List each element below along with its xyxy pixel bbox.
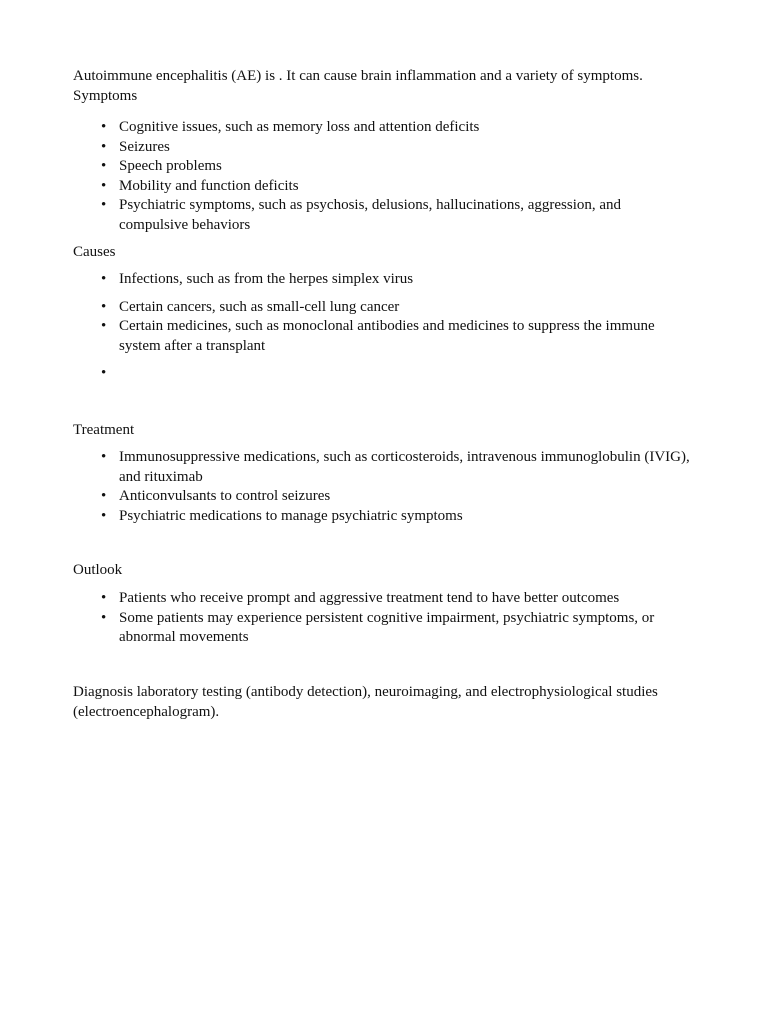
list-item-text: Mobility and function deficits [119, 177, 299, 194]
list-item-text: Speech problems [119, 158, 222, 174]
bullet: • [101, 590, 107, 606]
list-item-text: Some patients may experience persistent cognitive impairment, psychiatric symptoms, or abnormal movements [119, 609, 655, 645]
list-item-text: Infections, such as from the herpes simplex virus [119, 271, 414, 287]
list-item [73, 487, 693, 507]
list-item [73, 448, 693, 487]
list-item-text: Certain medicines, such as monoclonal antibodies and medicines to suppress the immune system after a transplant [119, 318, 655, 354]
bullet: • [101, 298, 107, 315]
bullet: • [101, 158, 107, 174]
bullet: • [101, 271, 107, 287]
list-item-text: Psychiatric symptoms, such as psychosis, delusions, hallucinations, aggression, and compulsive behaviors [119, 197, 622, 233]
list-item [73, 507, 693, 527]
symptoms-list [73, 118, 693, 235]
diagnosis-paragraph: Diagnosis laboratory testing (antibody detection), neuroimaging, and electrophysiological studies (electroencephalogram). [73, 684, 658, 720]
list-item-text: Seizures [119, 138, 170, 155]
list-item-text: Cognitive issues, such as memory loss and attention deficits [119, 119, 480, 135]
causes-heading: Causes [73, 244, 116, 260]
bullet: • [101, 609, 107, 626]
list-item-text: Patients who receive prompt and aggressive treatment tend to have better outcomes [119, 590, 620, 606]
outlook-list [73, 589, 693, 648]
bullet: • [101, 449, 107, 465]
list-item [73, 118, 693, 138]
treatment-heading: Treatment [73, 422, 135, 438]
intro-paragraph [73, 67, 693, 106]
list-item [73, 157, 693, 177]
list-item [73, 196, 693, 235]
list-item-empty [73, 364, 693, 384]
list-item-text: Anticonvulsants to control seizures [119, 488, 331, 504]
bullet: • [101, 197, 107, 213]
list-item [73, 317, 693, 356]
symptoms-heading: Symptoms [73, 87, 138, 104]
list-item [73, 589, 693, 609]
list-item-text: Psychiatric medications to manage psychiatric symptoms [119, 507, 463, 524]
bullet: • [101, 365, 107, 381]
list-item [73, 298, 693, 318]
list-item [73, 138, 693, 158]
causes-list [73, 270, 693, 384]
list-item-text: Immunosuppressive medications, such as corticosteroids, intravenous immunoglobulin (IVIG), and rituximab [119, 449, 690, 485]
bullet: • [101, 507, 107, 524]
bullet: • [101, 177, 107, 194]
outlook-heading: Outlook [73, 562, 123, 578]
bullet: • [101, 138, 107, 155]
list-item [73, 270, 693, 290]
list-item [73, 609, 693, 648]
intro-text: Autoimmune encephalitis (AE) is . It can cause brain inflammation and a variety of symptoms. [73, 68, 643, 84]
bullet: • [101, 318, 107, 334]
treatment-list [73, 448, 693, 526]
bullet: • [101, 119, 107, 135]
bullet: • [101, 488, 107, 504]
list-item-text: Certain cancers, such as small-cell lung cancer [119, 298, 400, 315]
list-item [73, 177, 693, 197]
